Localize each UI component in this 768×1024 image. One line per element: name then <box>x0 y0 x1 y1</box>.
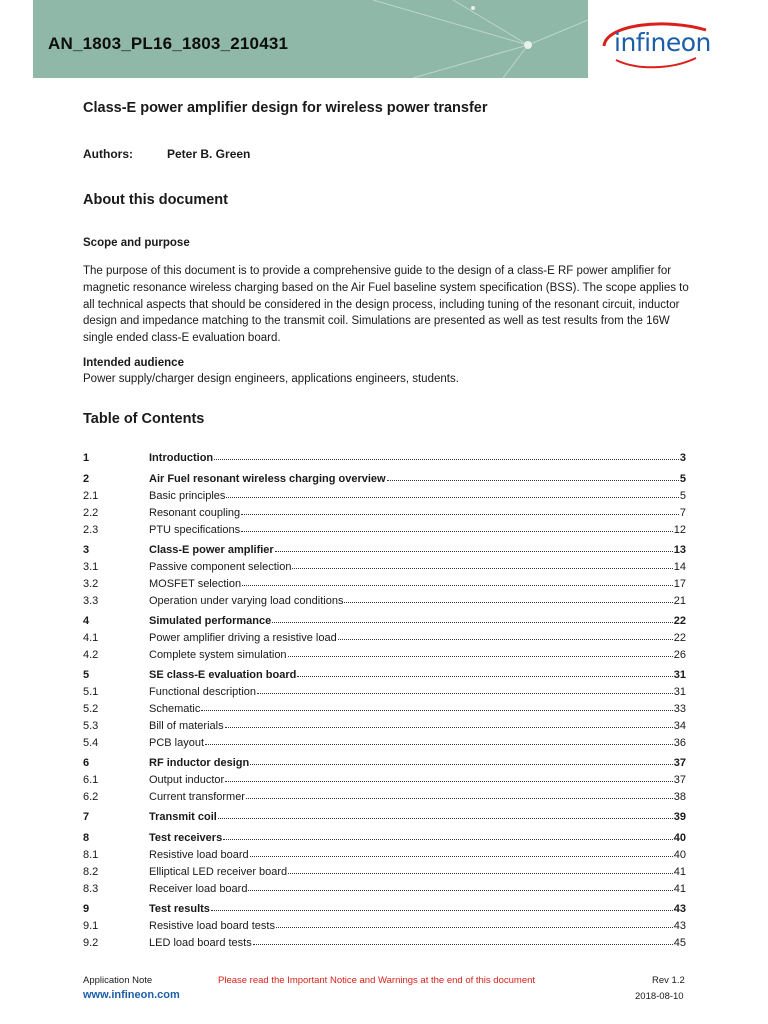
toc-entry[interactable]: 6.1 Output inductor 37 <box>83 774 686 786</box>
toc-entry[interactable]: 2.2 Resonant coupling 7 <box>83 507 686 519</box>
toc-entry[interactable]: 3 Class-E power amplifier 13 <box>83 544 686 556</box>
authors-value: Peter B. Green <box>167 147 251 161</box>
scope-text: The purpose of this document is to provide a comprehensive guide to the design of a class-E RF power amplifier for magnetic resonance wireless charging based on the Air Fuel baseline system specification (BSS). The scope applies to all technical aspects that should be considered in the design process, including tuning of the resonant circuit, inductor design and impedance matching to the transmit coil. Simulations are presented as well as test results from the 16W single ended class-E evaluation board. <box>83 265 689 345</box>
document-code: AN_1803_PL16_1803_210431 <box>48 34 289 53</box>
toc-entry[interactable]: 6 RF inductor design 37 <box>83 757 686 769</box>
toc-entry[interactable]: 2.3 PTU specifications 12 <box>83 524 686 536</box>
scope-heading: Scope and purpose <box>83 237 190 249</box>
toc-entry[interactable]: 9.2 LED load board tests 45 <box>83 937 686 949</box>
toc-entry[interactable]: 5 SE class-E evaluation board 31 <box>83 669 686 681</box>
toc-entry[interactable]: 9.1 Resistive load board tests 43 <box>83 920 686 932</box>
toc-entry[interactable]: 9 Test results 43 <box>83 903 686 915</box>
audience-text: Power supply/charger design engineers, applications engineers, students. <box>83 373 459 385</box>
logo-text: infineon <box>614 28 711 57</box>
about-heading: About this document <box>83 192 228 208</box>
document-title: Class-E power amplifier design for wireless power transfer <box>83 100 488 116</box>
authors-label: Authors: <box>83 147 133 161</box>
toc-entry[interactable]: 3.2 MOSFET selection 17 <box>83 578 686 590</box>
audience-heading: Intended audience <box>83 357 184 369</box>
toc-entry[interactable]: 5.3 Bill of materials 34 <box>83 720 686 732</box>
toc-heading: Table of Contents <box>83 411 205 427</box>
toc-entry[interactable]: 8.1 Resistive load board 40 <box>83 849 686 861</box>
date: 2018-08-10 <box>635 991 684 1002</box>
notice-text: Please read the Important Notice and Warnings at the end of this document <box>218 975 536 986</box>
toc-entry[interactable]: 4 Simulated performance 22 <box>83 615 686 627</box>
toc-entry[interactable]: 7 Transmit coil 39 <box>83 811 686 823</box>
toc-entry[interactable]: 2 Air Fuel resonant wireless charging overview 5 <box>83 473 686 485</box>
toc-entry[interactable]: 1 Introduction 3 <box>83 452 686 464</box>
document-type: Application Note <box>83 975 153 986</box>
toc-entry[interactable]: 5.2 Schematic 33 <box>83 703 686 715</box>
toc-entry[interactable]: 8.3 Receiver load board 41 <box>83 883 686 895</box>
toc-entry[interactable]: 3.1 Passive component selection 14 <box>83 561 686 573</box>
toc-entry[interactable]: 5.1 Functional description 31 <box>83 686 686 698</box>
toc-entry[interactable]: 4.1 Power amplifier driving a resistive load 22 <box>83 632 686 644</box>
toc-entry[interactable]: 8 Test receivers 40 <box>83 832 686 844</box>
toc-entry[interactable]: 8.2 Elliptical LED receiver board 41 <box>83 866 686 878</box>
website-link[interactable]: www.infineon.com <box>83 989 180 1001</box>
revision: Rev 1.2 <box>652 975 685 986</box>
toc-entry[interactable]: 6.2 Current transformer 38 <box>83 791 686 803</box>
toc-entry[interactable]: 4.2 Complete system simulation 26 <box>83 649 686 661</box>
toc-entry[interactable]: 2.1 Basic principles 5 <box>83 490 686 502</box>
toc-entry[interactable]: 3.3 Operation under varying load conditions 21 <box>83 595 686 607</box>
toc-entry[interactable]: 5.4 PCB layout 36 <box>83 737 686 749</box>
